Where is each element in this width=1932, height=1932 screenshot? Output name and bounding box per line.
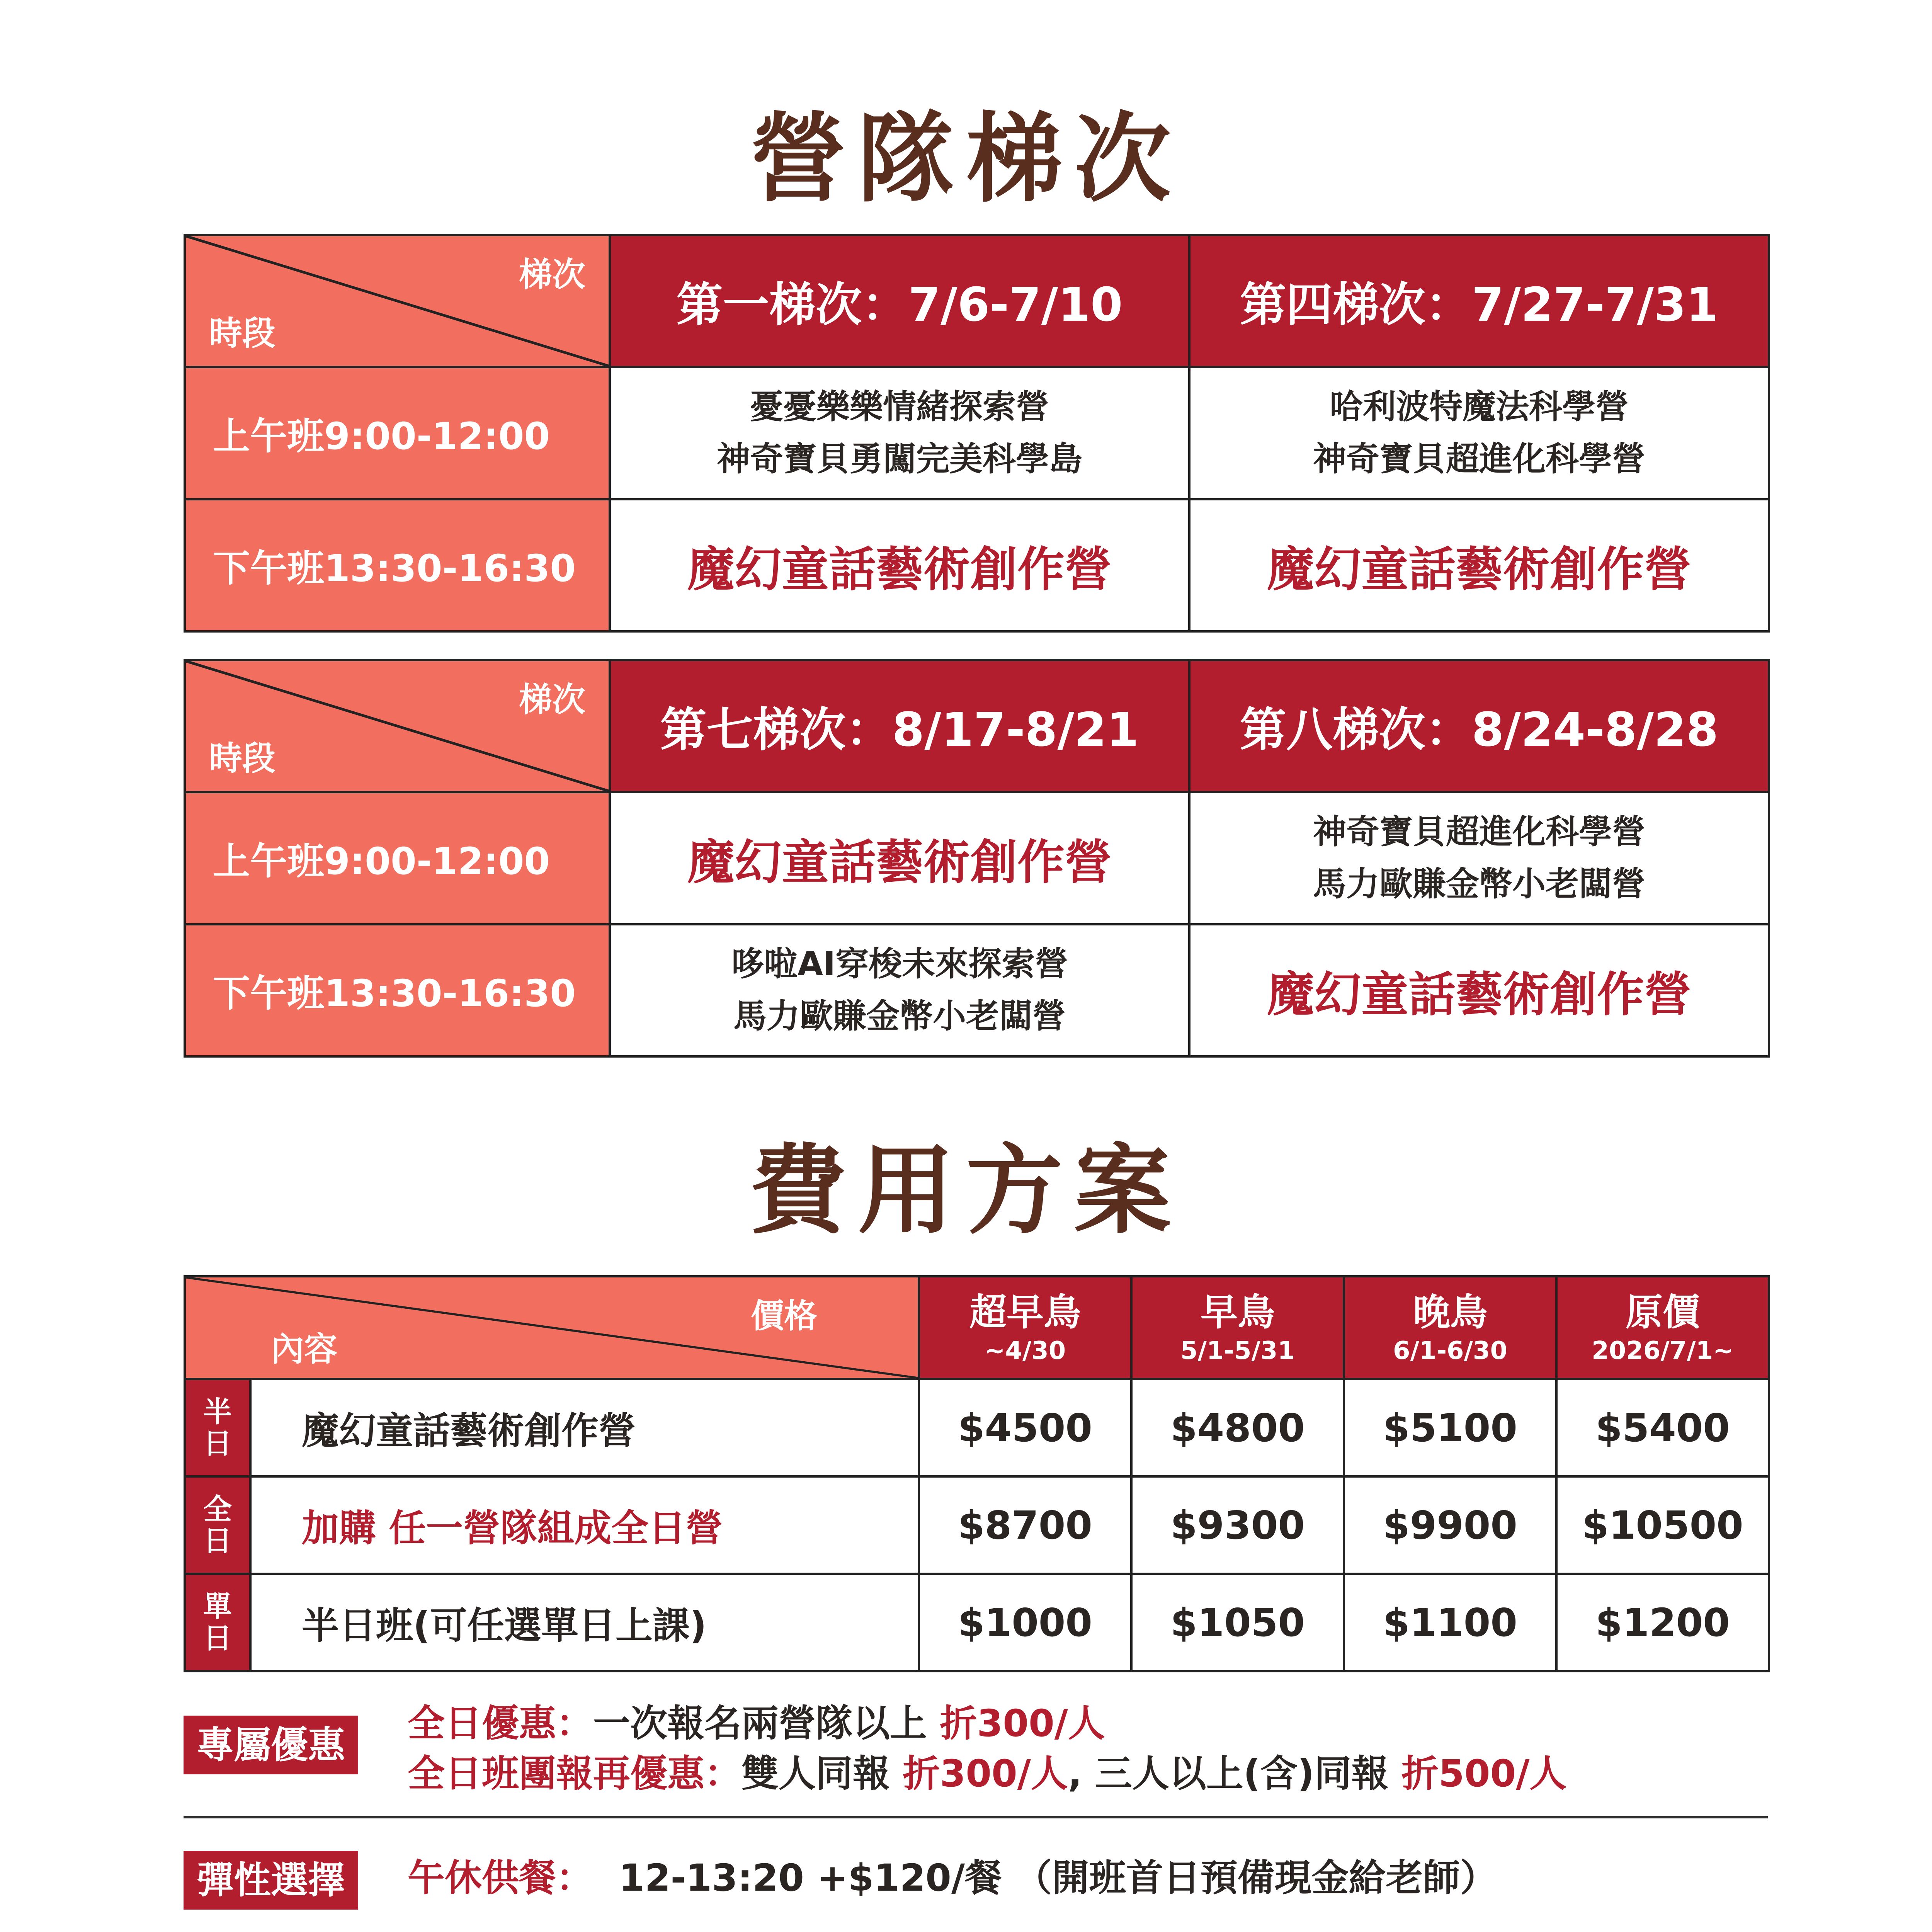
tier-header: 原價 2026/7/1~ — [1556, 1276, 1769, 1379]
camp-name: 憂憂樂樂情緒探索營 — [750, 388, 1049, 426]
fee-row-label: 加購 任一營隊組成全日營 — [250, 1476, 919, 1574]
discount-badge: 專屬優惠 — [184, 1716, 358, 1774]
camp-cell-highlight: 魔幻童話藝術創作營 — [610, 499, 1189, 631]
row-tag: 半 日 — [185, 1379, 250, 1476]
fee-row-label: 魔幻童話藝術創作營 — [250, 1379, 919, 1476]
schedule-table-1 — [184, 234, 1770, 633]
price-cell: $8700 — [919, 1476, 1131, 1574]
camp-name: 神奇寶貝超進化科學營 — [1313, 813, 1645, 851]
session-header: 第四梯次：7/27-7/31 — [1189, 235, 1769, 367]
discount-line-2: 全日班團報再優惠：雙人同報 折300/人, 三人以上(含)同報 折500/人 — [408, 1752, 1567, 1795]
camp-cell — [1189, 792, 1769, 924]
camp-name: 哆啦AI穿梭未來探索營 — [731, 945, 1068, 983]
camp-name: 哈利波特魔法科學營 — [1330, 388, 1629, 426]
price-cell: $5400 — [1556, 1379, 1769, 1476]
schedule-table-2 — [184, 659, 1770, 1058]
corner-bottom-label: 內容 — [271, 1330, 337, 1369]
morning-label: 上午班9:00-12:00 — [185, 792, 610, 924]
session-header: 第七梯次：8/17-8/21 — [610, 660, 1189, 792]
camp-name: 馬力歐賺金幣小老闆營 — [733, 997, 1066, 1036]
schedule-corner — [185, 235, 610, 367]
price-cell: $9300 — [1131, 1476, 1344, 1574]
price-cell: $1050 — [1131, 1574, 1344, 1671]
price-cell: $9900 — [1344, 1476, 1556, 1574]
price-cell: $4800 — [1131, 1379, 1344, 1476]
session-header: 第八梯次：8/24-8/28 — [1189, 660, 1769, 792]
price-cell: $4500 — [919, 1379, 1131, 1476]
schedule-title: 營隊梯次 — [750, 103, 1182, 215]
fee-table — [184, 1275, 1770, 1672]
session-header: 第一梯次：7/6-7/10 — [610, 235, 1189, 367]
corner-top-label: 梯次 — [519, 255, 585, 294]
fee-corner — [185, 1276, 919, 1379]
corner-bottom-label: 時段 — [209, 314, 276, 353]
camp-cell-highlight: 魔幻童話藝術創作營 — [1189, 924, 1769, 1056]
camp-name: 神奇寶貝超進化科學營 — [1313, 440, 1645, 478]
camp-cell — [1189, 367, 1769, 499]
afternoon-label: 下午班13:30-16:30 — [185, 924, 610, 1056]
price-cell: $1000 — [919, 1574, 1131, 1671]
price-cell: $10500 — [1556, 1476, 1769, 1574]
camp-name: 神奇寶貝勇闖完美科學島 — [717, 440, 1082, 478]
camp-name: 馬力歐賺金幣小老闆營 — [1313, 865, 1645, 903]
tier-header: 超早鳥 ~4/30 — [919, 1276, 1131, 1379]
morning-label: 上午班9:00-12:00 — [185, 367, 610, 499]
camp-cell — [610, 367, 1189, 499]
tier-header: 晚鳥 6/1-6/30 — [1344, 1276, 1556, 1379]
schedule-corner — [185, 660, 610, 792]
fees-title: 費用方案 — [750, 1134, 1182, 1247]
corner-top-label: 價格 — [751, 1297, 817, 1335]
camp-cell-highlight: 魔幻童話藝術創作營 — [610, 792, 1189, 924]
camp-cell-highlight: 魔幻童話藝術創作營 — [1189, 499, 1769, 631]
divider — [184, 1816, 1768, 1818]
price-cell: $1100 — [1344, 1574, 1556, 1671]
fee-row-label: 半日班(可任選單日上課) — [250, 1574, 919, 1671]
lunch-option-line: 午休供餐： 12-13:20 +$120/餐 （開班首日預備現金給老師） — [408, 1856, 1497, 1900]
option-badge: 彈性選擇 — [184, 1851, 358, 1910]
tier-header: 早鳥 5/1-5/31 — [1131, 1276, 1344, 1379]
row-tag: 單 日 — [185, 1574, 250, 1671]
corner-bottom-label: 時段 — [209, 739, 276, 778]
price-cell: $5100 — [1344, 1379, 1556, 1476]
corner-top-label: 梯次 — [519, 680, 585, 719]
afternoon-label: 下午班13:30-16:30 — [185, 499, 610, 631]
row-tag: 全 日 — [185, 1476, 250, 1574]
camp-cell — [610, 924, 1189, 1056]
discount-line-1: 全日優惠：一次報名兩營隊以上 折300/人 — [408, 1702, 1105, 1745]
price-cell: $1200 — [1556, 1574, 1769, 1671]
